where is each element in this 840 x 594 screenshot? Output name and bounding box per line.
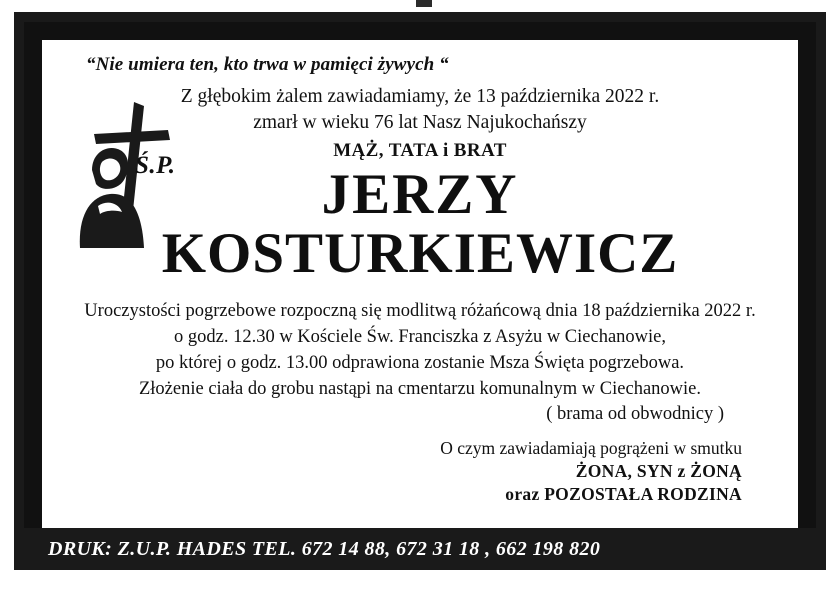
family-intro: O czym zawiadamiają pogrążeni w smutku: [440, 437, 742, 458]
announcement-line-1: Z głębokim żalem zawiadamiamy, że 13 października 2022 r.: [180, 86, 660, 107]
announcement-line-2: zmarł w wieku 76 lat Nasz Najukochańszy: [253, 111, 587, 133]
page-top-marker: [416, 0, 432, 7]
memorial-quote: “Nie umiera ten, kto trwa w pamięci żywych “: [86, 54, 449, 75]
deceased-last-name: KOSTURKIEWICZ: [161, 222, 679, 286]
family-members: ŻONA, SYN z ŻONĄ: [575, 460, 742, 481]
obituary-notice: [14, 12, 826, 570]
printer-credit-bar: DRUK: Z.U.P. HADES TEL. 672 14 88, 672 31 18 , 662 198 820: [14, 528, 826, 570]
ceremony-line-3: po której o godz. 13.00 odprawiona zostanie Msza Święta pogrzebowa.: [155, 353, 685, 374]
ceremony-line-4: Złożenie ciała do grobu nastąpi na cmentarzu komunalnym w Ciechanowie.: [138, 379, 701, 400]
obituary-inner-frame: [24, 22, 816, 560]
obituary-content: [42, 40, 798, 542]
ceremony-line-1: Uroczystości pogrzebowe rozpoczną się modlitwą różańcową dnia 18 października 2022 r.: [84, 300, 756, 321]
ceremony-details: [60, 298, 780, 403]
family-rest: oraz POZOSTAŁA RODZINA: [505, 484, 742, 505]
sp-abbreviation: Ś.P.: [135, 152, 176, 179]
family-signature: [60, 437, 780, 507]
ceremony-note: ( brama od obwodnicy ): [546, 403, 724, 424]
announcement-relation: MĄŻ, TATA i BRAT: [333, 139, 507, 161]
ceremony-line-2: o godz. 12.30 w Kościele Św. Franciszka z Asyżu w Ciechanowie,: [173, 326, 667, 347]
deceased-first-name: JERZY: [321, 163, 519, 227]
